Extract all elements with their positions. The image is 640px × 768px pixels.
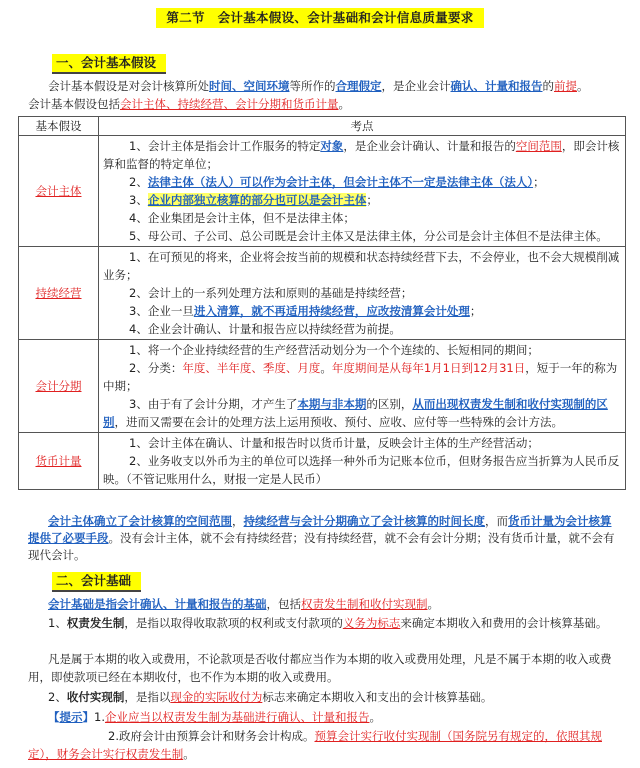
section-2-intro: 会计基础是指会计确认、计量和报告的基础，包括权责发生制和收付实现制。 <box>48 597 439 611</box>
text-emphasis: 确认、计量和报告 <box>450 79 543 93</box>
accrual-paragraph: 1、权责发生制，是指以取得收取款项的权利或支付款项的义务为标志来确定本期收入和费用的会计核算基础。 <box>48 616 608 630</box>
category-cell <box>19 433 99 490</box>
table-row <box>19 340 626 433</box>
point: 1、会计主体在确认、计量和报告时以货币计量，反映会计主体的生产经营活动； <box>129 436 539 450</box>
point: 3、企业内部独立核算的部分也可以是会计主体； <box>129 193 378 207</box>
points-cell <box>99 433 626 490</box>
table-header: 基本假设 <box>19 117 99 136</box>
tip-line-1: 【提示】1.企业应当以权责发生制为基础进行确认、计量和报告。 <box>48 710 381 724</box>
point: 3、由于有了会计分期，才产生了本期与非本期的区别，从而出现权责发生制和收付实现制的区别，进而又需要在会计的处理方法上运用预收、预付、应收、应付等一些特殊的会计方法。 <box>103 397 608 429</box>
table-header-row <box>19 117 626 136</box>
point: 4、企业会计确认、计量和报告应以持续经营为前提。 <box>129 322 401 336</box>
section-2-heading: 二、会计基础 <box>52 572 141 592</box>
accrual-detail: 凡是属于本期的收入或费用，不论款项是否收付都应当作为本期的收入或费用处理，凡是不属于本期的收入或费用，即使款项已经在本期收付，也不作为本期的收入或费用。 <box>28 652 612 684</box>
text: 会计基本假设是对会计核算所处 <box>48 79 209 93</box>
text: 会计基本假设包括 <box>28 97 120 111</box>
points-cell <box>99 340 626 433</box>
point: 2、业务收支以外币为主的单位可以选择一种外币为记账本位币，但财务报告应当折算为人民币反映。（不管记账用什么，财报一定是人民币） <box>103 454 620 486</box>
point: 1、在可预见的将来，企业将会按当前的规模和状态持续经营下去，不会停业，也不会大规模削减业务； <box>103 250 620 282</box>
point: 2、法律主体（法人）可以作为会计主体，但会计主体不一定是法律主体（法人）； <box>129 175 545 189</box>
point: 2、会计上的一系列处理方法和原则的基础是持续经营； <box>129 286 413 300</box>
text: 的 <box>542 79 554 93</box>
title-wrap <box>0 8 640 28</box>
category-label: 持续经营 <box>35 286 82 300</box>
table-row <box>19 433 626 490</box>
intro-line-2 <box>28 96 622 112</box>
text: 。 <box>338 97 350 111</box>
point: 1、会计主体是指会计工作服务的特定对象，是企业会计确认、计量和报告的空间范围，即会计核算和监督的特定单位； <box>103 139 620 171</box>
points-cell <box>99 136 626 247</box>
assumptions-table <box>18 116 626 490</box>
point: 5、母公司、子公司、总公司既是会计主体又是法律主体，分公司是会计主体但不是法律主体。 <box>129 229 608 243</box>
cash-basis-paragraph: 2、收付实现制，是指以现金的实际收付为标志来确定本期收入和支出的会计核算基础。 <box>48 690 493 704</box>
table-row <box>19 136 626 247</box>
summary-paragraph: 会计主体确立了会计核算的空间范围，持续经营与会计分期确立了会计核算的时间长度，而货币计量为会计核算提供了必要手段。没有会计主体，就不会有持续经营；没有持续经营，就不会有会计分期；没有货币计量，就不会有现代会计。 <box>28 514 615 562</box>
tip-line-2: 2.政府会计由预算会计和财务会计构成。预算会计实行收付实现制（国务院另有规定的，依照其规定），财务会计实行权责发生制。 <box>28 729 602 761</box>
text: 等所作的 <box>289 79 336 93</box>
section-1-heading: 一、会计基本假设 <box>52 54 166 74</box>
tip-label: 【提示】 <box>48 710 94 724</box>
category-cell <box>19 136 99 247</box>
point: 1、将一个企业持续经营的生产经营活动划分为一个个连续的、长短相同的期间； <box>129 343 539 357</box>
points-cell <box>99 247 626 340</box>
text: ，是企业会计 <box>381 79 451 93</box>
category-label: 会计主体 <box>35 184 82 198</box>
point: 3、企业一旦进入清算，就不再适用持续经营，应改按清算会计处理； <box>129 304 482 318</box>
intro-line-1 <box>28 78 622 94</box>
text-emphasis: 时间、空间环境 <box>209 79 290 93</box>
text-emphasis: 会计主体、持续经营、会计分期和货币计量 <box>120 97 339 111</box>
category-cell <box>19 247 99 340</box>
category-label: 货币计量 <box>35 454 82 468</box>
table-row <box>19 247 626 340</box>
point: 2、分类：年度、半年度、季度、月度。年度期间是从每年1月1日到12月31日，短于一年的称为中期； <box>103 361 618 393</box>
table-header: 考点 <box>99 117 626 136</box>
text-emphasis: 合理假定 <box>335 79 382 93</box>
category-label: 会计分期 <box>35 379 82 393</box>
text: 。 <box>577 79 589 93</box>
category-cell <box>19 340 99 433</box>
page-title: 第二节 会计基本假设、会计基础和会计信息质量要求 <box>156 8 483 28</box>
point: 4、企业集团是会计主体，但不是法律主体； <box>129 211 355 225</box>
text-emphasis: 前提 <box>554 79 577 93</box>
